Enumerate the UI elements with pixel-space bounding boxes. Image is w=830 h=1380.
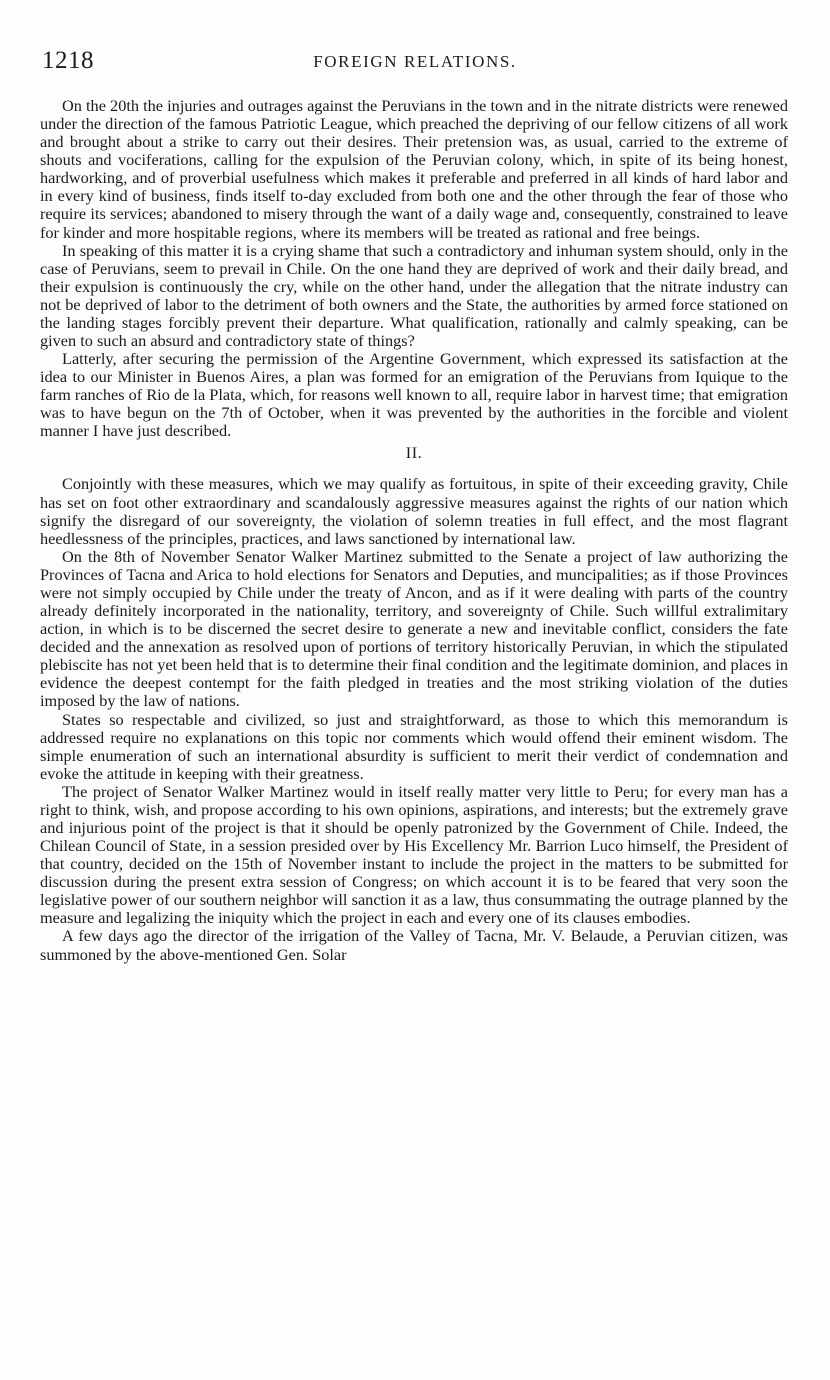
page-header	[42, 48, 788, 76]
paragraph: The project of Senator Walker Martinez would in itself really matter very little to Peru; for every man has a right to think, wish, and propose according to his own opinions, aspirations, and interests; but the extremely grave and injurious point of the project is that it should be openly patronized by the Government of Chile. Indeed, the Chilean Council of State, in a session presided over by His Excellency Mr. Barrion Luco himself, the President of that country, decided on the 15th of November instant to include the project in the matters to be submitted for discussion during the present extra session of Congress; on which account it is to be feared that very soon the legislative power of our southern neighbor will sanction it as a law, thus consummating the outrage planned by the measure and legalizing the iniquity which the project in each and every one of its clauses embodies.	[40, 781, 788, 928]
paragraph: Latterly, after securing the permission of the Argentine Government, which expressed its satisfaction at the idea to our Minister in Buenos Aires, a plan was formed for an emigration of the Peruvians from Iquique to the farm ranches of Rio de la Plata, which, for reasons well known to all, require labor in harvest time; that emigration was to have begun on the 7th of October, when it was prevented by the authorities in the forcible and violent manner I have just described.	[40, 349, 788, 441]
body-text	[40, 97, 788, 964]
section-heading: II.	[405, 443, 423, 463]
paragraph: On the 20th the injuries and outrages against the Peruvians in the town and in the nitrate districts were renewed under the direction of the famous Patriotic League, which preached the depriving of our fellow citizens of all work and brought about a strike to carry out their desires. Their pretension was, as usual, carried to the extreme of shouts and vociferations, calling for the expulsion of the Peruvian colony, which, in spite of its being honest, hardworking, and of proverbial usefulness which makes it preferable and preferred in all kinds of hard labor and in every kind of business, finds itself to-day excluded from both one and the other through the fear of those who require its services; abandoned to misery through the want of a daily wage and, consequently, constrained to leave for kinder and more hospitable regions, where its members will be treated as rational and free beings.	[40, 96, 788, 242]
page-number: 1218	[42, 47, 94, 74]
paragraph: A few days ago the director of the irrigation of the Valley of Tacna, Mr. V. Belaude, a Peruvian citizen, was summoned by the above-mentioned Gen. Solar	[40, 926, 788, 964]
paragraph: On the 8th of November Senator Walker Martinez submitted to the Senate a project of law authorizing the Provinces of Tacna and Arica to hold elections for Senators and Deputies, and muncipalities; as if those Provinces were not simply occupied by Chile under the treaty of Ancon, and as if it were dealing with parts of the country already definitely incorporated in the nationality, territory, and sovereignty of Chile. Such willful extralimitary action, in which is to be discerned the secret desire to generate a new and inevitable conflict, considers the fate decided and the annexation as resolved upon of portions of territory historically Peruvian, in which the stipulated plebiscite has not yet been held that is to determine their final condition and the legitimate dominion, and places in evidence the deepest contempt for the faith pledged in treaties and the most striking violation of the duties imposed by the law of nations.	[40, 546, 788, 711]
paragraph: In speaking of this matter it is a crying shame that such a contradictory and inhuman system should, only in the case of Peruvians, seem to prevail in Chile. On the one hand they are deprived of work and their daily bread, and their expulsion is continuously the cry, while on the other hand, under the allegation that the nitrate industry can not be deprived of labor to the detriment of both owners and the State, the authorities by armed force stationed on the landing stages forcibly prevent their departure. What qualification, rationally and calmly speaking, can be given to such an absurd and contradictory state of things?	[40, 240, 788, 351]
paragraph: States so respectable and civilized, so just and straightforward, as those to which this memorandum is addressed require no explanations on this topic nor comments which would offend their eminent wisdom. The simple enumeration of such an international absurdity is sufficient to merit their verdict of condemnation and evoke the attitude in keeping with their greatness.	[40, 709, 788, 783]
paragraph: Conjointly with these measures, which we may qualify as fortuitous, in spite of their exceeding gravity, Chile has set on foot other extraordinary and scandalously aggressive measures against the rights of our nation which signify the disregard of our sovereignty, the violation of solemn treaties in full effect, and the most flagrant heedlessness of the principles, practices, and laws sanctioned by international law.	[40, 474, 788, 548]
running-title: FOREIGN RELATIONS.	[313, 52, 517, 71]
